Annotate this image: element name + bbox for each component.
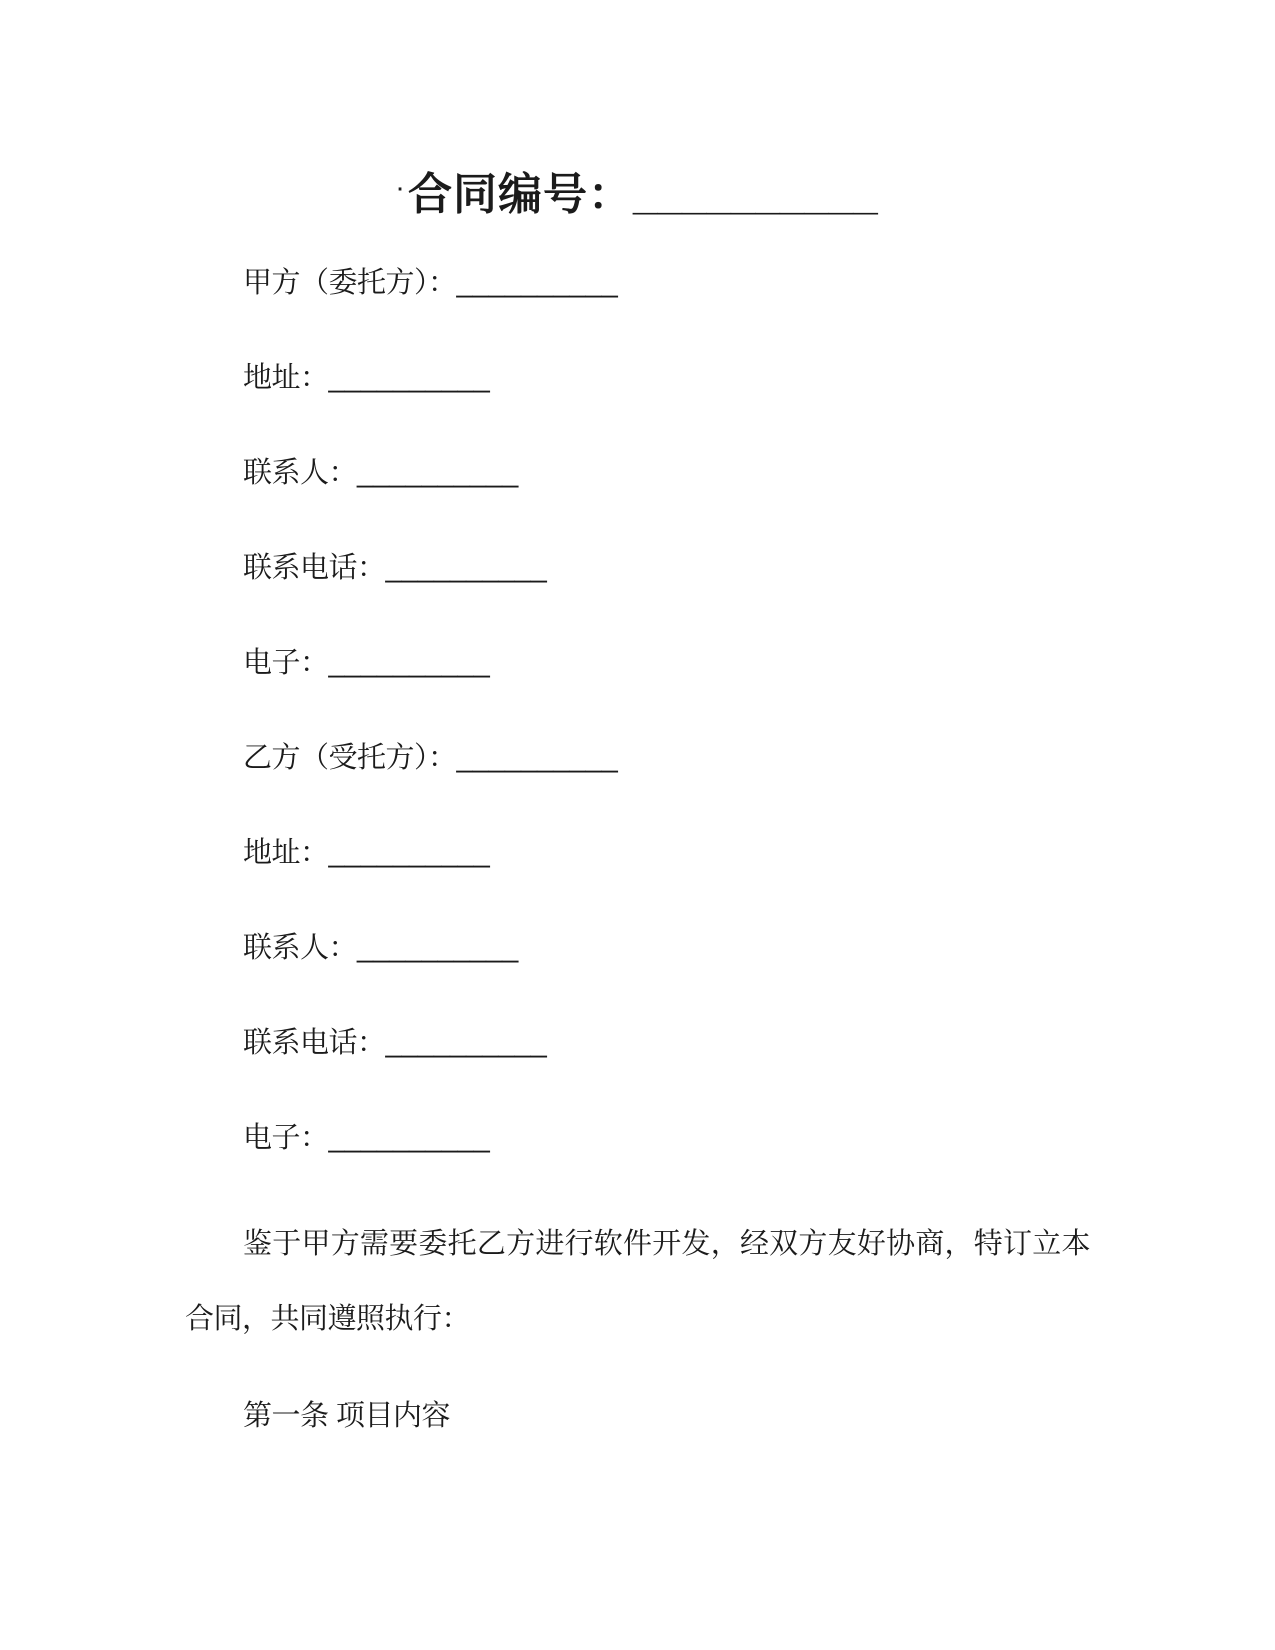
field-line-contact-a	[185, 426, 618, 521]
field-blank-line: __________	[456, 742, 618, 774]
field-line-address-a	[185, 331, 618, 426]
article-1-heading: 第一条 项目内容	[243, 1400, 451, 1432]
title-label: 合同编号：	[407, 170, 633, 219]
field-label: 电子：	[243, 1122, 329, 1154]
title-blank-line: __________	[632, 170, 878, 219]
field-label: 乙方（受托方）：	[243, 742, 457, 774]
field-blank-line: __________	[328, 837, 490, 869]
preamble-paragraph: 鉴于甲方需要委托乙方进行软件开发，经双方友好协商，特订立本合同，共同遵照执行：	[185, 1228, 1090, 1335]
field-label: 联系电话：	[243, 552, 386, 584]
field-blank-line: __________	[385, 1027, 547, 1059]
field-label: 联系电话：	[243, 1027, 386, 1059]
field-label: 联系人：	[243, 932, 358, 964]
field-line-party-a	[185, 236, 618, 331]
field-blank-line: __________	[328, 647, 490, 679]
field-blank-line: __________	[357, 457, 519, 489]
document-title	[0, 158, 1275, 222]
title-bullet-dot: ·	[397, 179, 405, 201]
field-line-phone-b	[185, 996, 618, 1091]
field-label: 电子：	[243, 647, 329, 679]
field-blank-line: __________	[328, 362, 490, 394]
field-label: 地址：	[243, 362, 329, 394]
field-line-email-a	[185, 616, 618, 711]
field-label: 地址：	[243, 837, 329, 869]
field-blank-line: __________	[456, 267, 618, 299]
field-line-party-b	[185, 711, 618, 806]
field-blank-line: __________	[357, 932, 519, 964]
field-line-contact-b	[185, 901, 618, 996]
field-blank-line: __________	[385, 552, 547, 584]
field-line-phone-a	[185, 521, 618, 616]
field-line-address-b	[185, 806, 618, 901]
field-line-email-b	[185, 1091, 618, 1186]
field-label: 联系人：	[243, 457, 358, 489]
party-contact-fields	[185, 236, 618, 1186]
field-blank-line: __________	[328, 1122, 490, 1154]
field-label: 甲方（委托方）：	[243, 267, 457, 299]
